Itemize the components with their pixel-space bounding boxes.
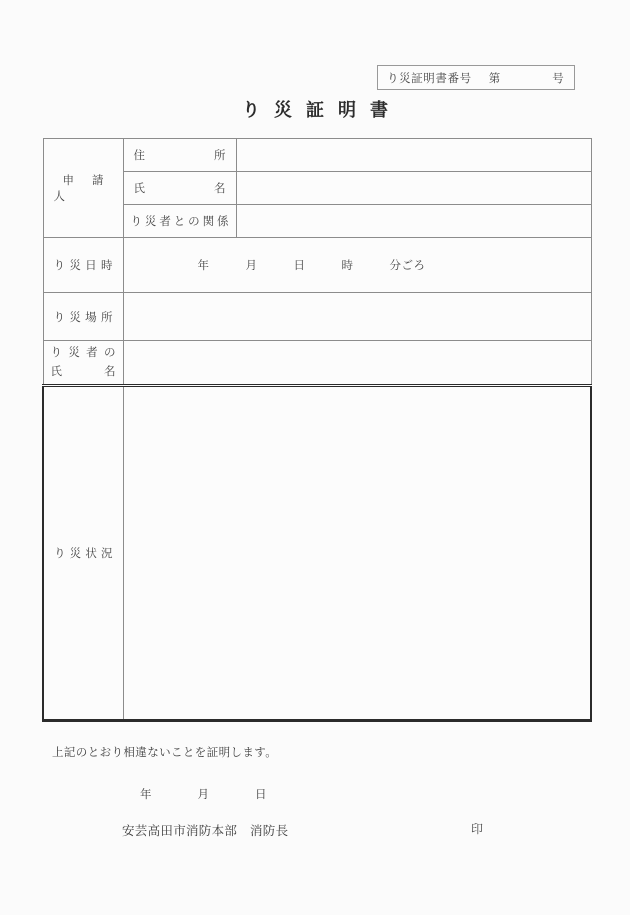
applicant-relation-label: り災者との関係 <box>123 205 236 238</box>
incident-datetime-label: り災日時 <box>43 238 123 293</box>
certificate-number-box <box>377 65 575 90</box>
applicant-relation-value[interactable] <box>236 205 591 238</box>
applicant-name-label: 氏名 <box>123 172 236 205</box>
table-row-victim-name <box>43 341 591 386</box>
certification-statement: 上記のとおり相違ないことを証明します。 <box>52 747 278 759</box>
issuer-name: 安芸高田市消防本部 消防長 <box>122 824 289 838</box>
document-title: り災証明書 <box>242 100 402 120</box>
incident-place-label: り災場所 <box>43 293 123 341</box>
table-row-applicant-relation <box>43 205 591 238</box>
table-row-applicant-address <box>43 139 591 172</box>
certificate-number-label: り災証明書番号 <box>387 72 472 85</box>
victim-name-label: り災者の 氏名 <box>43 341 123 386</box>
incident-place-value[interactable] <box>123 293 591 341</box>
table-row-incident-status <box>43 386 591 721</box>
issue-date-line[interactable]: 年 月 日 <box>140 789 267 801</box>
incident-status-value[interactable] <box>123 386 591 721</box>
applicant-group-label: 申請人 <box>43 139 123 238</box>
certificate-number-gou: 号 <box>552 72 564 85</box>
incident-datetime-value[interactable] <box>123 238 591 293</box>
table-row-incident-place <box>43 293 591 341</box>
table-row-incident-datetime <box>43 238 591 293</box>
victim-name-value[interactable] <box>123 341 591 386</box>
certificate-number-dai: 第 <box>488 72 501 85</box>
applicant-address-label: 住所 <box>123 139 236 172</box>
incident-status-label: り災状況 <box>43 386 123 721</box>
applicant-name-value[interactable] <box>236 172 591 205</box>
form-table <box>42 138 592 722</box>
applicant-address-value[interactable] <box>236 139 591 172</box>
seal-mark-icon: 印 <box>471 822 484 836</box>
incident-datetime-placeholders: 年 月 日 時 分ごろ <box>197 260 426 272</box>
table-row-applicant-name <box>43 172 591 205</box>
